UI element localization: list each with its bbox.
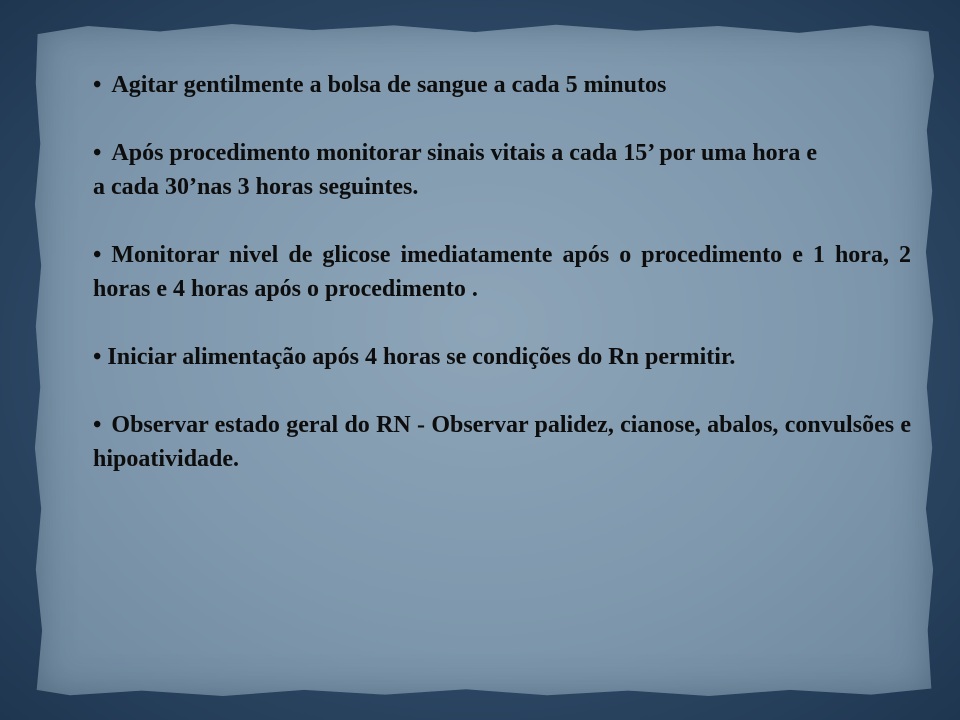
list-item: [93, 408, 911, 476]
list-item-text: Agitar gentilmente a bolsa de sangue a cada 5 minutos: [111, 72, 667, 98]
list-item-text: Após procedimento monitorar sinais vitais a cada 15’ por uma hora e: [111, 140, 817, 166]
bullet-icon: •: [93, 344, 102, 370]
list-item-text: Iniciar alimentação após 4 horas se condições do Rn permitir.: [107, 344, 736, 370]
list-item-text: Observar estado geral do RN - Observar palidez, cianose, abalos, convulsões e hipoatividade.: [93, 412, 911, 472]
list-item: [93, 238, 911, 306]
list-item: [93, 340, 911, 374]
bullet-icon: •: [93, 72, 102, 98]
list-item-continuation: a cada 30’nas 3 horas seguintes.: [93, 174, 419, 200]
bullet-list: [93, 68, 911, 510]
list-item: [93, 136, 911, 204]
list-item-text: Monitorar nivel de glicose imediatamente após o procedimento e 1 hora, 2 horas e 4 horas após o procedimento .: [93, 242, 911, 302]
bullet-icon: •: [93, 412, 102, 438]
bullet-icon: •: [93, 140, 102, 166]
bullet-icon: •: [93, 242, 102, 268]
list-item: [93, 68, 911, 102]
